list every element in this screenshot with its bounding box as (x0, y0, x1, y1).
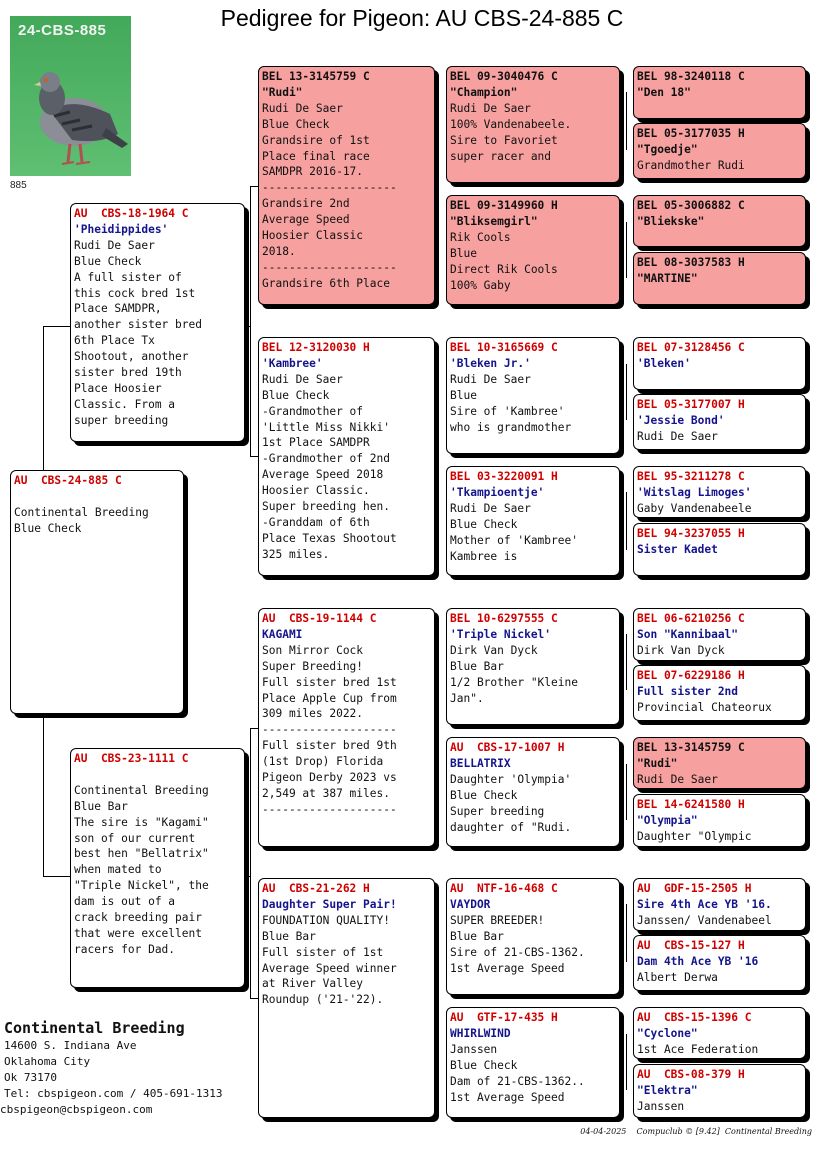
card-line: "Triple Nickel", the (74, 879, 209, 893)
card-line: -------------------- (262, 723, 397, 737)
card-line: Full sister of 1st (262, 945, 384, 959)
card-line: SUPER BREEDER! (450, 913, 545, 927)
card-line: 1st Average Speed (450, 961, 565, 975)
card-line: Provincial Chateorux (637, 700, 772, 714)
card-line: Classic. From a (74, 397, 176, 411)
connector-line (250, 456, 258, 457)
ring-number: BEL 08-3037583 H (637, 256, 745, 269)
card-line: Place Hoosier (74, 381, 162, 395)
pigeon-name: 'Triple Nickel' (450, 627, 552, 641)
card-line: Janssen/ Vandenabeel (637, 913, 772, 927)
card-line: FOUNDATION QUALITY! (262, 913, 390, 927)
pedigree-card-gen3[interactable] (446, 195, 620, 305)
card-line: Place Texas Shootout (262, 531, 397, 545)
card-line: Blue Check (450, 1058, 518, 1072)
connector-line (438, 125, 439, 253)
card-line: Rudi De Saer (74, 238, 155, 252)
pigeon-name: BELLATRIX (450, 756, 511, 770)
pigeon-name: 'Kambree' (262, 356, 323, 370)
card-line: Janssen (450, 1042, 498, 1056)
card-line: Blue Check (450, 788, 518, 802)
pedigree-card-gen4[interactable] (633, 394, 806, 450)
card-line: Rudi De Saer (637, 429, 718, 443)
connector-line (626, 92, 627, 150)
ring-number: BEL 98-3240118 C (637, 70, 745, 83)
card-line: Blue Check (262, 117, 330, 131)
owner-contact[interactable]: Tel: cbspigeon.com / 405-691-1313 (4, 1087, 223, 1100)
card-line: Roundup ('21-'22). (262, 993, 384, 1007)
ring-number: AU CBS-23-1111 C (74, 752, 189, 765)
pedigree-card-gen4[interactable] (633, 523, 806, 576)
connector-line (626, 764, 627, 820)
pedigree-card-gen2[interactable] (258, 878, 435, 1118)
pigeon-name: 'Pheidippides' (74, 222, 169, 236)
pigeon-name: "Olympia" (637, 813, 698, 827)
card-line: Kambree is (450, 549, 518, 563)
pedigree-card-gen2[interactable] (258, 66, 435, 305)
connector-line (43, 326, 71, 327)
card-line: Sire to Favoriet (450, 133, 558, 147)
card-line: 1st Average Speed (450, 1090, 565, 1104)
connector-line (250, 998, 258, 999)
card-line: Blue (450, 388, 477, 402)
footer-credit: 04-04-2025 Compuclub © [9.42] Continental Breeding (580, 1127, 812, 1136)
card-line: Dirk Van Dyck (450, 643, 538, 657)
card-line (74, 767, 241, 783)
pedigree-card-gen3[interactable] (446, 737, 620, 847)
card-line: Shootout, another (74, 350, 189, 364)
pedigree-card-gen3[interactable] (446, 608, 620, 725)
connector-line (43, 876, 71, 877)
card-line: Rudi De Saer (450, 101, 531, 115)
ring-number: AU CBS-21-262 H (262, 882, 370, 895)
card-line: Grandsire 6th Place (262, 276, 390, 290)
card-line: 2018. (262, 244, 296, 258)
connector-line (245, 876, 251, 877)
card-line: who is grandmother (450, 420, 572, 434)
card-line: Hoosier Classic (262, 229, 364, 243)
card-line: Place final race (262, 149, 370, 163)
card-line: Grandsire of 1st (262, 133, 370, 147)
pedigree-card-gen2[interactable] (258, 608, 435, 847)
owner-contact-block (0, 1018, 223, 1118)
card-line: Average Speed winner (262, 961, 397, 975)
card-line: when mated to (74, 863, 162, 877)
pedigree-card-gen4[interactable] (633, 1007, 806, 1059)
card-line: Blue Bar (262, 929, 316, 943)
ring-number: BEL 07-6229186 H (637, 669, 745, 682)
card-line: super breeding (74, 413, 169, 427)
pedigree-card-gen4[interactable] (633, 608, 806, 661)
card-line: -Grandmother of (262, 404, 364, 418)
connector-line (43, 326, 44, 470)
card-line: Full sister bred 9th (262, 739, 397, 753)
connector-line (438, 667, 439, 795)
pigeon-name: Son "Kannibaal" (637, 627, 739, 641)
card-line: Janssen (637, 1099, 685, 1113)
card-line: another sister bred (74, 318, 202, 332)
pedigree-card-sire[interactable] (70, 203, 245, 442)
ring-number: BEL 95-3211278 C (637, 470, 745, 483)
pigeon-name: 'Bleken' (637, 356, 691, 370)
owner-name: Continental Breeding (4, 1019, 185, 1037)
pedigree-card-gen3[interactable] (446, 466, 620, 576)
card-line: dam is out of a (74, 895, 176, 909)
card-line: crack breeding pair (74, 911, 202, 925)
ring-number: AU CBS-24-885 C (14, 474, 122, 487)
ring-number: BEL 12-3120030 H (262, 341, 370, 354)
card-line: Jan". (450, 691, 484, 705)
card-line: Son Mirror Cock (262, 643, 364, 657)
card-line: 1/2 Brother "Kleine (450, 675, 578, 689)
photo-caption: 885 (10, 180, 27, 191)
connector-line (438, 396, 439, 524)
card-line: (1st Drop) Florida (262, 755, 384, 769)
pigeon-name: Full sister 2nd (637, 684, 739, 698)
pedigree-card-gen4[interactable] (633, 123, 806, 179)
connector-line (435, 456, 439, 457)
card-line: Daughter "Olympic (637, 829, 752, 843)
ring-number: BEL 06-6210256 C (637, 612, 745, 625)
pigeon-name: "Cyclone" (637, 1026, 698, 1040)
connector-line (250, 728, 251, 998)
card-line: 325 miles. (262, 547, 330, 561)
connector-line (626, 364, 627, 420)
card-line: Place SAMDPR, (74, 302, 162, 316)
card-line: that were excellent (74, 926, 202, 940)
pigeon-name: VAYDOR (450, 897, 491, 911)
card-line: Dam of 21-CBS-1362.. (450, 1074, 585, 1088)
card-line: SAMDPR 2016-17. (262, 165, 364, 179)
pigeon-name: "Rudi" (637, 756, 678, 770)
connector-line (250, 186, 251, 326)
card-line: 1st Place SAMDPR (262, 436, 370, 450)
card-line: Rudi De Saer (450, 372, 531, 386)
pigeon-name: 'Bleken Jr.' (450, 356, 531, 370)
card-line: Continental Breeding (74, 783, 209, 797)
ring-number: AU CBS-08-379 H (637, 1068, 745, 1081)
pigeon-name: "Champion" (450, 85, 518, 99)
ring-number: AU GTF-17-435 H (450, 1011, 558, 1024)
ring-number: BEL 10-6297555 C (450, 612, 558, 625)
ring-number: BEL 09-3149960 H (450, 199, 558, 212)
connector-line (250, 186, 258, 187)
pedigree-card-gen3[interactable] (446, 878, 620, 995)
pedigree-card-gen4[interactable] (633, 66, 806, 119)
ring-number: BEL 07-3128456 C (637, 341, 745, 354)
pedigree-card-gen4[interactable] (633, 794, 806, 847)
card-line: sister bred 19th (74, 366, 182, 380)
card-line: Super breeding (450, 804, 545, 818)
card-line: 309 miles 2022. (262, 707, 364, 721)
card-line (14, 489, 180, 505)
ring-number: BEL 13-3145759 C (637, 741, 745, 754)
card-line: daughter of "Rudi. (450, 820, 572, 834)
connector-line (626, 492, 627, 550)
connector-line (626, 904, 627, 962)
card-line: Blue Bar (450, 659, 504, 673)
pedigree-card-gen4[interactable] (633, 1064, 806, 1118)
card-line: -Granddam of 6th (262, 515, 370, 529)
owner-city: Oklahoma City (4, 1055, 91, 1068)
card-line: Mother of 'Kambree' (450, 533, 578, 547)
card-line: -------------------- (262, 260, 397, 274)
card-line: Rudi De Saer (262, 372, 343, 386)
pigeon-name: WHIRLWIND (450, 1026, 511, 1040)
card-line: Blue (450, 246, 477, 260)
card-line: Blue Check (74, 254, 142, 268)
pedigree-card-gen4[interactable] (633, 466, 806, 518)
connector-line (435, 998, 439, 999)
pigeon-name: 'Tkampioentje' (450, 485, 545, 499)
pigeon-name: "MARTINE" (637, 271, 698, 285)
pedigree-card-gen4[interactable] (633, 337, 806, 390)
card-line: 1st Ace Federation (637, 1042, 759, 1056)
pigeon-name: Sister Kadet (637, 542, 718, 556)
ring-number: BEL 13-3145759 C (262, 70, 370, 83)
connector-line (626, 222, 627, 278)
pedigree-card-gen4[interactable] (633, 935, 806, 991)
card-line: Average Speed (262, 213, 350, 227)
card-line: racers for Dad. (74, 942, 176, 956)
card-line: 'Little Miss Nikki' (262, 420, 390, 434)
pigeon-name: "Bliksemgirl" (450, 214, 538, 228)
pedigree-card-gen2[interactable] (258, 337, 435, 576)
owner-email[interactable]: cbspigeon@cbspigeon.com (0, 1103, 153, 1116)
page-title: Pedigree for Pigeon: AU CBS-24-885 C (220, 5, 624, 31)
pigeon-name: 'Jessie Bond' (637, 413, 725, 427)
card-line: Pigeon Derby 2023 vs (262, 771, 397, 785)
ring-number: BEL 94-3237055 H (637, 527, 745, 540)
card-line: Place Apple Cup from (262, 691, 397, 705)
card-line: -------------------- (262, 802, 397, 816)
owner-state-zip: Ok 73170 (4, 1071, 57, 1084)
ring-number: AU CBS-18-1964 C (74, 207, 189, 220)
owner-address: 14600 S. Indiana Ave (4, 1039, 137, 1052)
pedigree-card-gen3[interactable] (446, 66, 620, 183)
photo-band-text: 24-CBS-885 (18, 22, 107, 39)
card-line: Sire of 'Kambree' (450, 404, 565, 418)
pigeon-name: "Den 18" (637, 85, 691, 99)
connector-line (626, 634, 627, 690)
ring-number: BEL 14-6241580 H (637, 798, 745, 811)
ring-number: BEL 05-3006882 C (637, 199, 745, 212)
card-line: Average Speed 2018 (262, 468, 384, 482)
card-line: Direct Rik Cools (450, 262, 558, 276)
ring-number: BEL 09-3040476 C (450, 70, 558, 83)
card-line: Rik Cools (450, 230, 511, 244)
ring-number: AU GDF-15-2505 H (637, 882, 752, 895)
pigeon-name: Sire 4th Ace YB '16. (637, 897, 772, 911)
card-line: Blue Bar (450, 929, 504, 943)
ring-number: AU NTF-16-468 C (450, 882, 558, 895)
pedigree-card-gen4[interactable] (633, 737, 806, 789)
card-line: 2,549 at 387 miles. (262, 786, 390, 800)
pigeon-name: 'Witslag Limoges' (637, 485, 752, 499)
card-line: this cock bred 1st (74, 286, 196, 300)
pigeon-name: KAGAMI (262, 627, 303, 641)
card-line: 100% Vandenabeele. (450, 117, 572, 131)
pigeon-name: Dam 4th Ace YB '16 (637, 954, 759, 968)
pedigree-card-gen4[interactable] (633, 195, 806, 247)
pedigree-card-gen4[interactable] (633, 665, 806, 721)
pigeon-photo (10, 16, 131, 176)
ring-number: AU CBS-17-1007 H (450, 741, 565, 754)
card-line: Hoosier Classic. (262, 484, 370, 498)
card-line: 100% Gaby (450, 278, 511, 292)
card-line: Rudi De Saer (450, 501, 531, 515)
ring-number: BEL 03-3220091 H (450, 470, 558, 483)
card-line: The sire is "Kagami" (74, 815, 209, 829)
pedigree-card-gen3[interactable] (446, 1007, 620, 1118)
card-line: -Grandmother of 2nd (262, 452, 390, 466)
connector-line (250, 728, 258, 729)
connector-line (435, 728, 439, 729)
connector-line (250, 326, 251, 456)
card-line: -------------------- (262, 181, 397, 195)
card-line: at River Valley (262, 977, 364, 991)
card-line: A full sister of (74, 270, 182, 284)
card-line: Dirk Van Dyck (637, 643, 725, 657)
pedigree-card-gen3[interactable] (446, 337, 620, 454)
pigeon-name: "Elektra" (637, 1083, 698, 1097)
connector-line (435, 186, 439, 187)
pigeon-name: "Tgoedje" (637, 142, 698, 156)
ring-number: BEL 05-3177007 H (637, 398, 745, 411)
ring-number: BEL 10-3165669 C (450, 341, 558, 354)
card-line: Blue Check (14, 521, 82, 535)
card-line: son of our current (74, 831, 196, 845)
card-line: Full sister bred 1st (262, 675, 397, 689)
ring-number: AU CBS-15-127 H (637, 939, 745, 952)
card-line: Blue Bar (74, 799, 128, 813)
card-line: Blue Check (262, 388, 330, 402)
card-line: 6th Place Tx (74, 334, 155, 348)
connector-line (626, 1034, 627, 1090)
card-line: super racer and (450, 149, 552, 163)
pedigree-card-subject[interactable] (10, 470, 184, 714)
pedigree-card-gen4[interactable] (633, 252, 806, 305)
card-line: Blue Check (450, 517, 518, 531)
pedigree-card-dam[interactable] (70, 748, 245, 988)
pigeon-name: Daughter Super Pair! (262, 897, 397, 911)
card-line: Grandmother Rudi (637, 158, 745, 172)
card-line: best hen "Bellatrix" (74, 847, 209, 861)
pedigree-card-gen4[interactable] (633, 878, 806, 931)
card-line: Rudi De Saer (262, 101, 343, 115)
card-line: Sire of 21-CBS-1362. (450, 945, 585, 959)
connector-line (43, 714, 44, 876)
card-line: Super Breeding! (262, 659, 364, 673)
card-line: Grandsire 2nd (262, 197, 350, 211)
card-line: Rudi De Saer (637, 772, 718, 786)
ring-number: BEL 05-3177035 H (637, 127, 745, 140)
pigeon-name: "Bliekske" (637, 214, 705, 228)
ring-number: AU CBS-19-1144 C (262, 612, 377, 625)
connector-line (438, 936, 439, 1064)
ring-number: AU CBS-15-1396 C (637, 1011, 752, 1024)
card-line: Continental Breeding (14, 505, 149, 519)
pigeon-icon (10, 16, 131, 176)
card-line: Daughter 'Olympia' (450, 772, 572, 786)
pigeon-name: "Rudi" (262, 85, 303, 99)
card-line: Gaby Vandenabeele (637, 501, 752, 515)
card-line: Super breeding hen. (262, 500, 390, 514)
card-line: Albert Derwa (637, 970, 718, 984)
